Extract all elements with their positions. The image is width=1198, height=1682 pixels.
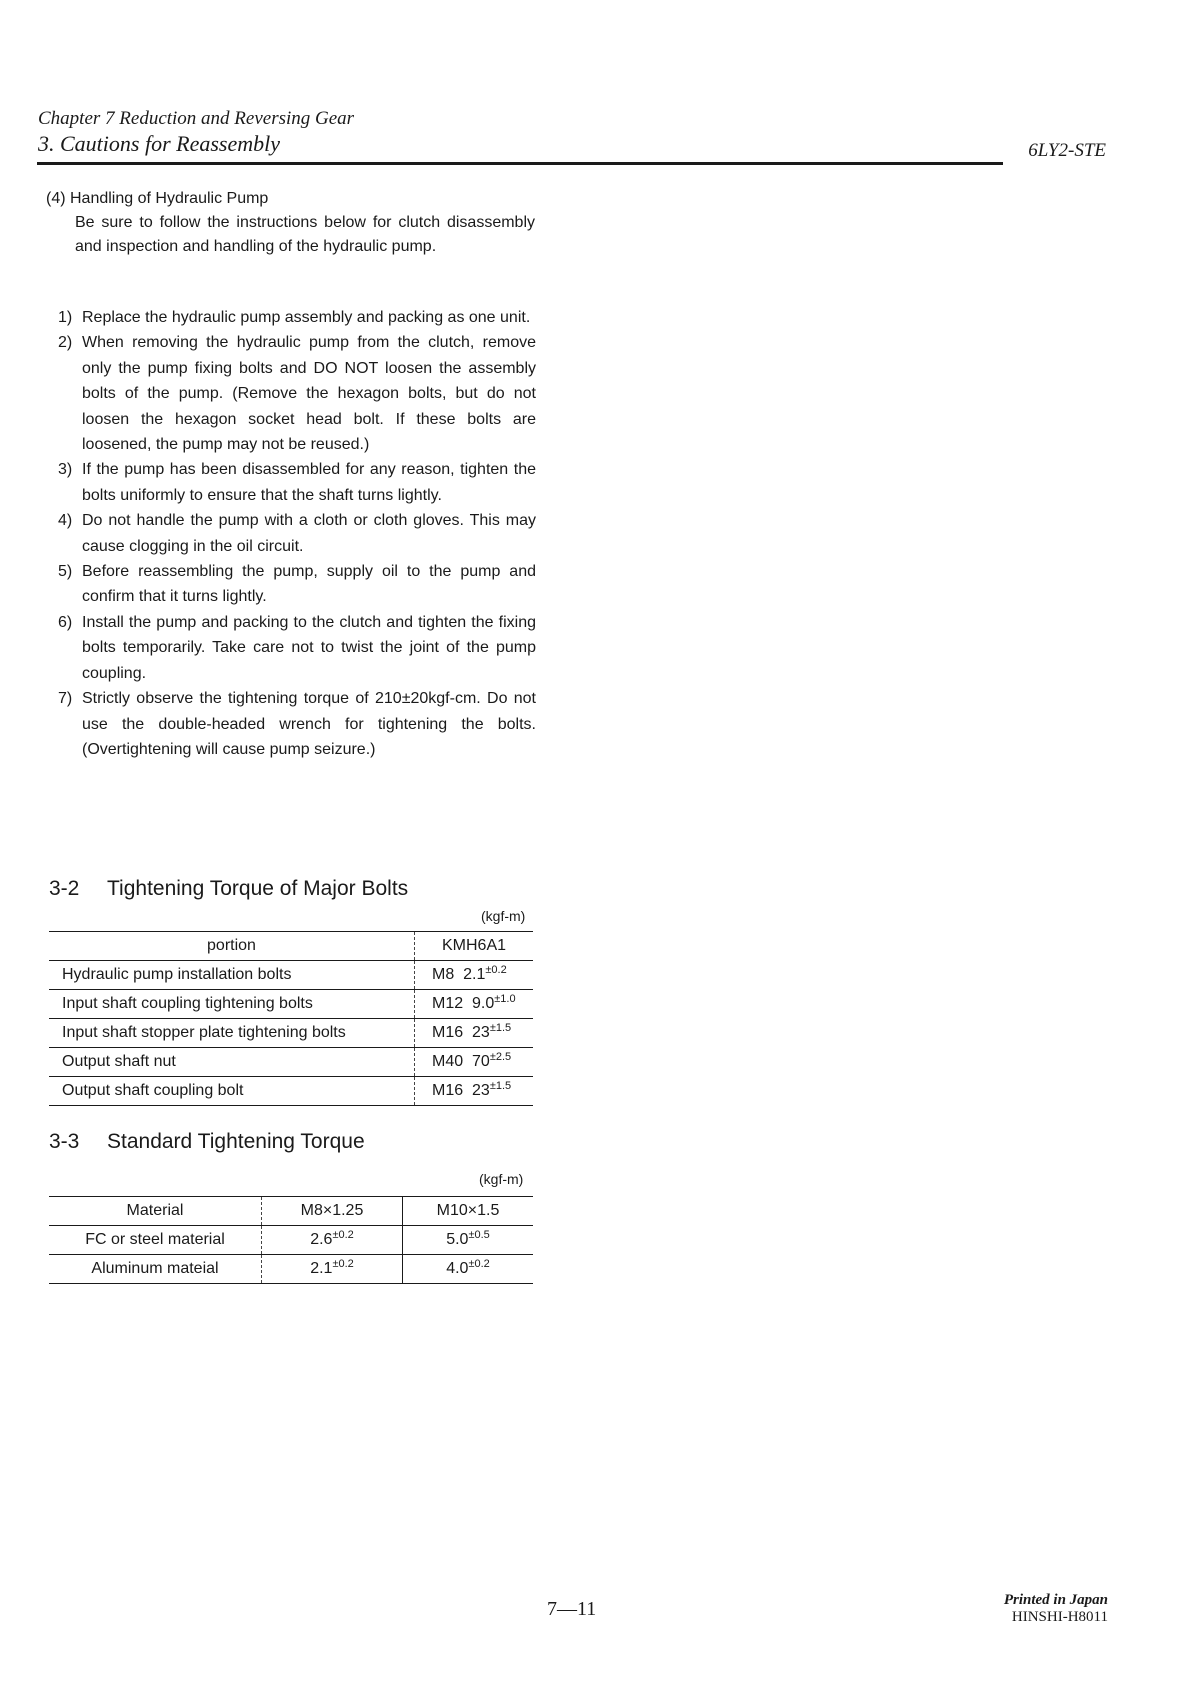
printed-in-japan: Printed in Japan [1003, 1592, 1108, 1608]
document-code: HINSHI-H8011 [1011, 1609, 1108, 1625]
pump-handling-heading: (4) Handling of Hydraulic Pump [46, 190, 269, 207]
standard-torque-table [49, 1196, 533, 1284]
standard-torque-heading: 3-3 Standard Tightening Torque [49, 1130, 365, 1153]
list-item: 6) Install the pump and packing to the clutch and tighten the fixing bolts temporarily. Take care not to twist the joint of the pump coupling. [58, 613, 536, 682]
table-row: FC or steel material $2.6^{\pm 0.2}$ $5.0^{\pm 0.5}$ [49, 1226, 533, 1255]
pump-handling-intro: Be sure to follow the instructions below for clutch disassembly and inspection and handling of the hydraulic pump. [75, 214, 535, 255]
major-bolts-heading: 3-2 Tightening Torque of Major Bolts [49, 877, 409, 900]
list-item: 5) Before reassembling the pump, supply oil to the pump and confirm that it turns lightly. [58, 563, 536, 606]
header-rule [37, 162, 1003, 165]
major-bolts-unit: (kgf-m) [481, 908, 526, 924]
table-header-row: Material M8×1.25 M10×1.5 [49, 1197, 533, 1226]
model-code: 6LY2-STE [1028, 140, 1106, 161]
table-row: Input shaft stopper plate tightening bolts M16 $23^{\pm 1.5}$ [49, 1019, 533, 1048]
list-item: 3) If the pump has been disassembled for any reason, tighten the bolts uniformly to ensure that the shaft turns lightly. [58, 461, 536, 504]
table-row: Hydraulic pump installation bolts M8 $2.1^{\pm 0.2}$ [49, 961, 533, 990]
table-header-row: portion KMH6A1 [49, 932, 533, 961]
list-item: 2) When removing the hydraulic pump from the clutch, remove only the pump fixing bolts and DO NOT loosen the assembly bolts of the pump. (Remove the hexagon bolts, but do not loosen the hexagon socket head bolt. If these bolts are loosened, the pump may not be reused.) [58, 334, 536, 454]
major-bolts-table [49, 931, 533, 1106]
table-row: Aluminum mateial $2.1^{\pm 0.2}$ $4.0^{\pm 0.2}$ [49, 1255, 533, 1284]
table-row: Output shaft coupling bolt M16 $23^{\pm 1.5}$ [49, 1077, 533, 1106]
page-number: 7—11 [547, 1598, 597, 1620]
list-item: 1) Replace the hydraulic pump assembly and packing as one unit. [58, 309, 531, 326]
instruction-list [58, 305, 536, 762]
print-info [1004, 1592, 1108, 1626]
chapter-title: Chapter 7 Reduction and Reversing Gear [38, 108, 355, 129]
standard-torque-unit: (kgf-m) [479, 1171, 524, 1187]
list-item: 7) Strictly observe the tightening torque of 210±20kgf-cm. Do not use the double-headed wrench for tightening the bolts. (Overtightening will cause pump seizure.) [58, 690, 536, 758]
table-row: Output shaft nut M40 $70^{\pm 2.5}$ [49, 1048, 533, 1077]
section-title: 3. Cautions for Reassembly [38, 131, 280, 156]
list-item: 4) Do not handle the pump with a cloth or cloth gloves. This may cause clogging in the oil circuit. [58, 512, 536, 555]
table-row: Input shaft coupling tightening bolts M12 $9.0^{\pm 1.0}$ [49, 990, 533, 1019]
